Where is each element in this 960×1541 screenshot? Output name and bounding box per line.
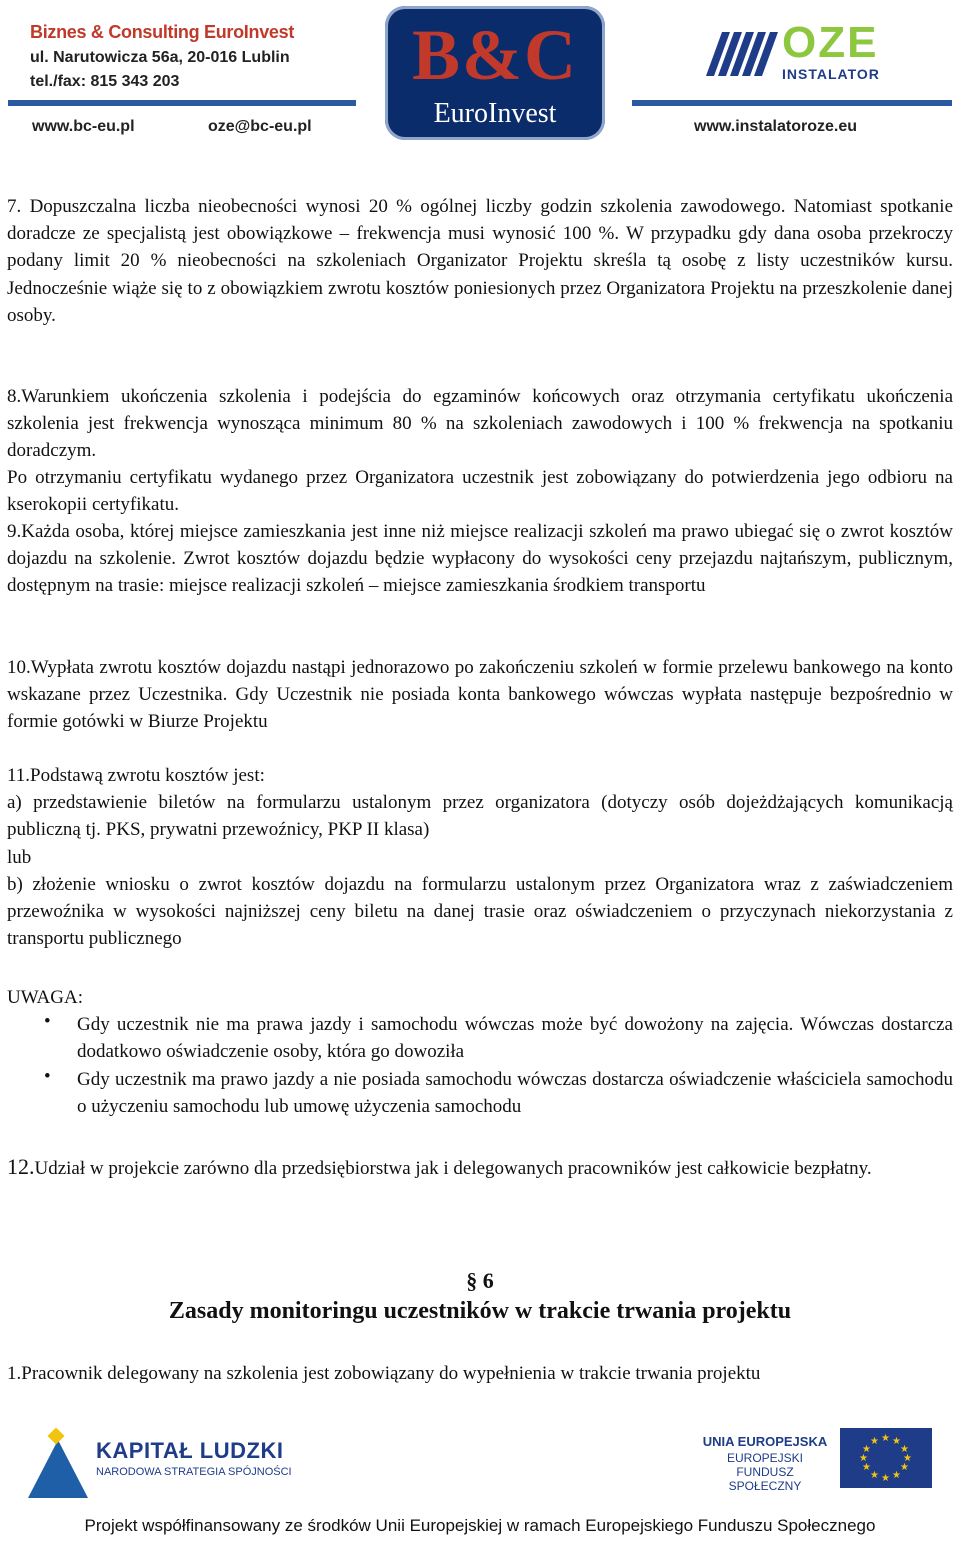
kapital-ludzki-icon xyxy=(28,1430,86,1500)
company-info xyxy=(30,22,294,91)
oze-instalator-logo xyxy=(708,18,948,86)
eu-line-1: UNIA EUROPEJSKA xyxy=(702,1434,828,1449)
paragraph-8b: Po otrzymaniu certyfikatu wydanego przez Organizatora uczestnik jest zobowiązany do potwierdzenia jego odbioru na kserokopii certyfikatu. xyxy=(7,467,953,516)
eu-flag-icon: ★ ★ ★ ★ ★ ★ ★ ★ ★ ★ ★ ★ xyxy=(840,1428,932,1488)
bullet-item: Gdy uczestnik nie ma prawa jazdy i samochodu wówczas może być dowożony na zajęcia. Wówczas dostarcza dodatkowo oświadczenie osoby, która go dowoziła xyxy=(77,1014,953,1063)
cofinancing-note: Projekt współfinansowany ze środków Unii Europejskiej w ramach Europejskiego Funduszu Społecznego xyxy=(84,1516,876,1535)
paragraph-11a: a) przedstawienie biletów na formularzu ustalonym przez organizatora (dotyczy osób dojeżdżających komunikacją publiczną tj. PKS, prywatni przewoźnicy, PKP II klasa) xyxy=(7,792,953,841)
eu-logo xyxy=(700,1428,940,1493)
letterhead xyxy=(0,0,960,150)
paragraph-9: 9.Każda osoba, której miejsce zamieszkania jest inne niż miejsce realizacji szkoleń ma prawo ubiegać się o zwrot kosztów dojazdu na szkolenie. Zwrot kosztów dojazdu będzie wypłacony do wysokości ceny przejazdu najtańszym, publicznym, dostępnym na trasie: miejsce realizacji szkoleń – miejsce zamieszkania środkiem transportu xyxy=(7,521,953,597)
bullet-icon: • xyxy=(44,1066,51,1087)
email-link[interactable]: oze@bc-eu.pl xyxy=(208,118,312,135)
logo-euroinvest-text: EuroInvest xyxy=(433,98,557,129)
solar-panel-icon xyxy=(708,32,774,76)
kapital-ludzki-title: KAPITAŁ LUDZKI xyxy=(96,1438,284,1463)
kapital-ludzki-logo xyxy=(20,1422,320,1512)
eu-line-3: FUNDUSZ SPOŁECZNY xyxy=(728,1465,802,1493)
paragraph-11b: b) złożenie wniosku o zwrot kosztów dojazdu na formularzu ustalonym przez Organizatora wraz z zaświadczeniem przewoźnika w wysokości najniższej ceny biletu na danej trasie oraz oświadczeniem o przyczynach niekorzystania z transportu publicznego xyxy=(7,874,953,950)
section-number: § 6 xyxy=(466,1268,494,1293)
paragraph-7: 7. Dopuszczalna liczba nieobecności wynosi 20 % ogólnej liczby godzin szkolenia zawodowego. Natomiast spotkanie doradcze ze specjalistą jest obowiązkowe – frekwencja musi wynosić 100 %. W przypadku gdy dana osoba przekroczy podany limit 20 % nieobecności na szkoleniach Organizator Projektu skreśla tą osobę z listy uczestników kursu. Jednocześnie wiąże się to z obowiązkiem zwrotu kosztów poniesionych przez Organizatora Projektu na przeszkolenie danej osoby. xyxy=(7,196,953,326)
logo-bc-text: B&C xyxy=(412,15,578,95)
paragraph-8: 8.Warunkiem ukończenia szkolenia i podejścia do egzaminów końcowych oraz otrzymania certyfikatu ukończenia szkolenia jest frekwencja wynosząca minimum 80 % na szkoleniach zawodowych i 100 % frekwencja na spotkaniu doradczym. xyxy=(7,386,953,462)
paragraph-12-text: Udział w projekcie zarówno dla przedsiębiorstwa jak i delegowanych pracowników jest całkowicie bezpłatny. xyxy=(34,1158,872,1179)
website-link-right[interactable]: www.instalatoroze.eu xyxy=(694,118,857,135)
bullet-icon: • xyxy=(44,1011,51,1032)
paragraph-11: 11.Podstawą zwrotu kosztów jest: xyxy=(7,765,265,786)
header-rule-right xyxy=(632,100,952,106)
uwaga-heading: UWAGA: xyxy=(7,987,83,1008)
paragraph-10: 10.Wypłata zwrotu kosztów dojazdu nastąpi jednorazowo po zakończeniu szkoleń w formie przelewu bankowego na konto wskazane przez Uczestnika. Gdy Uczestnik nie posiada konta bankowego wówczas wypłata następuje bezpośrednio w formie gotówki w Biurze Projektu xyxy=(7,657,953,733)
section-title: Zasady monitoringu uczestników w trakcie trwania projektu xyxy=(168,1298,792,1324)
company-phone: tel./fax: 815 343 203 xyxy=(30,73,180,90)
company-address: ul. Narutowicza 56a, 20-016 Lublin xyxy=(30,49,290,66)
company-name: Biznes & Consulting EuroInvest xyxy=(30,22,295,42)
eu-line-2: EUROPEJSKI xyxy=(726,1451,804,1465)
eu-logo-text xyxy=(700,1434,830,1493)
bullet-item: Gdy uczestnik ma prawo jazdy a nie posiada samochodu wówczas dostarcza oświadczenie właściciela samochodu o użyczeniu samochodu lub umowę użyczenia samochodu xyxy=(77,1069,953,1118)
paragraph-12-number: 12. xyxy=(7,1154,35,1179)
bc-euroinvest-logo xyxy=(385,6,605,140)
logo-oze-text: OZE xyxy=(782,18,879,67)
header-rule-left xyxy=(8,100,356,106)
kapital-ludzki-subtitle: NARODOWA STRATEGIA SPÓJNOŚCI xyxy=(96,1466,292,1478)
section-6-paragraph-1: 1.Pracownik delegowany na szkolenia jest zobowiązany do wypełnienia w trakcie trwania projektu xyxy=(7,1363,761,1384)
paragraph-12 xyxy=(7,1153,953,1182)
website-link-left[interactable]: www.bc-eu.pl xyxy=(32,118,135,135)
paragraph-11-lub: lub xyxy=(7,847,32,868)
logo-instalator-text: INSTALATOR xyxy=(782,66,880,82)
